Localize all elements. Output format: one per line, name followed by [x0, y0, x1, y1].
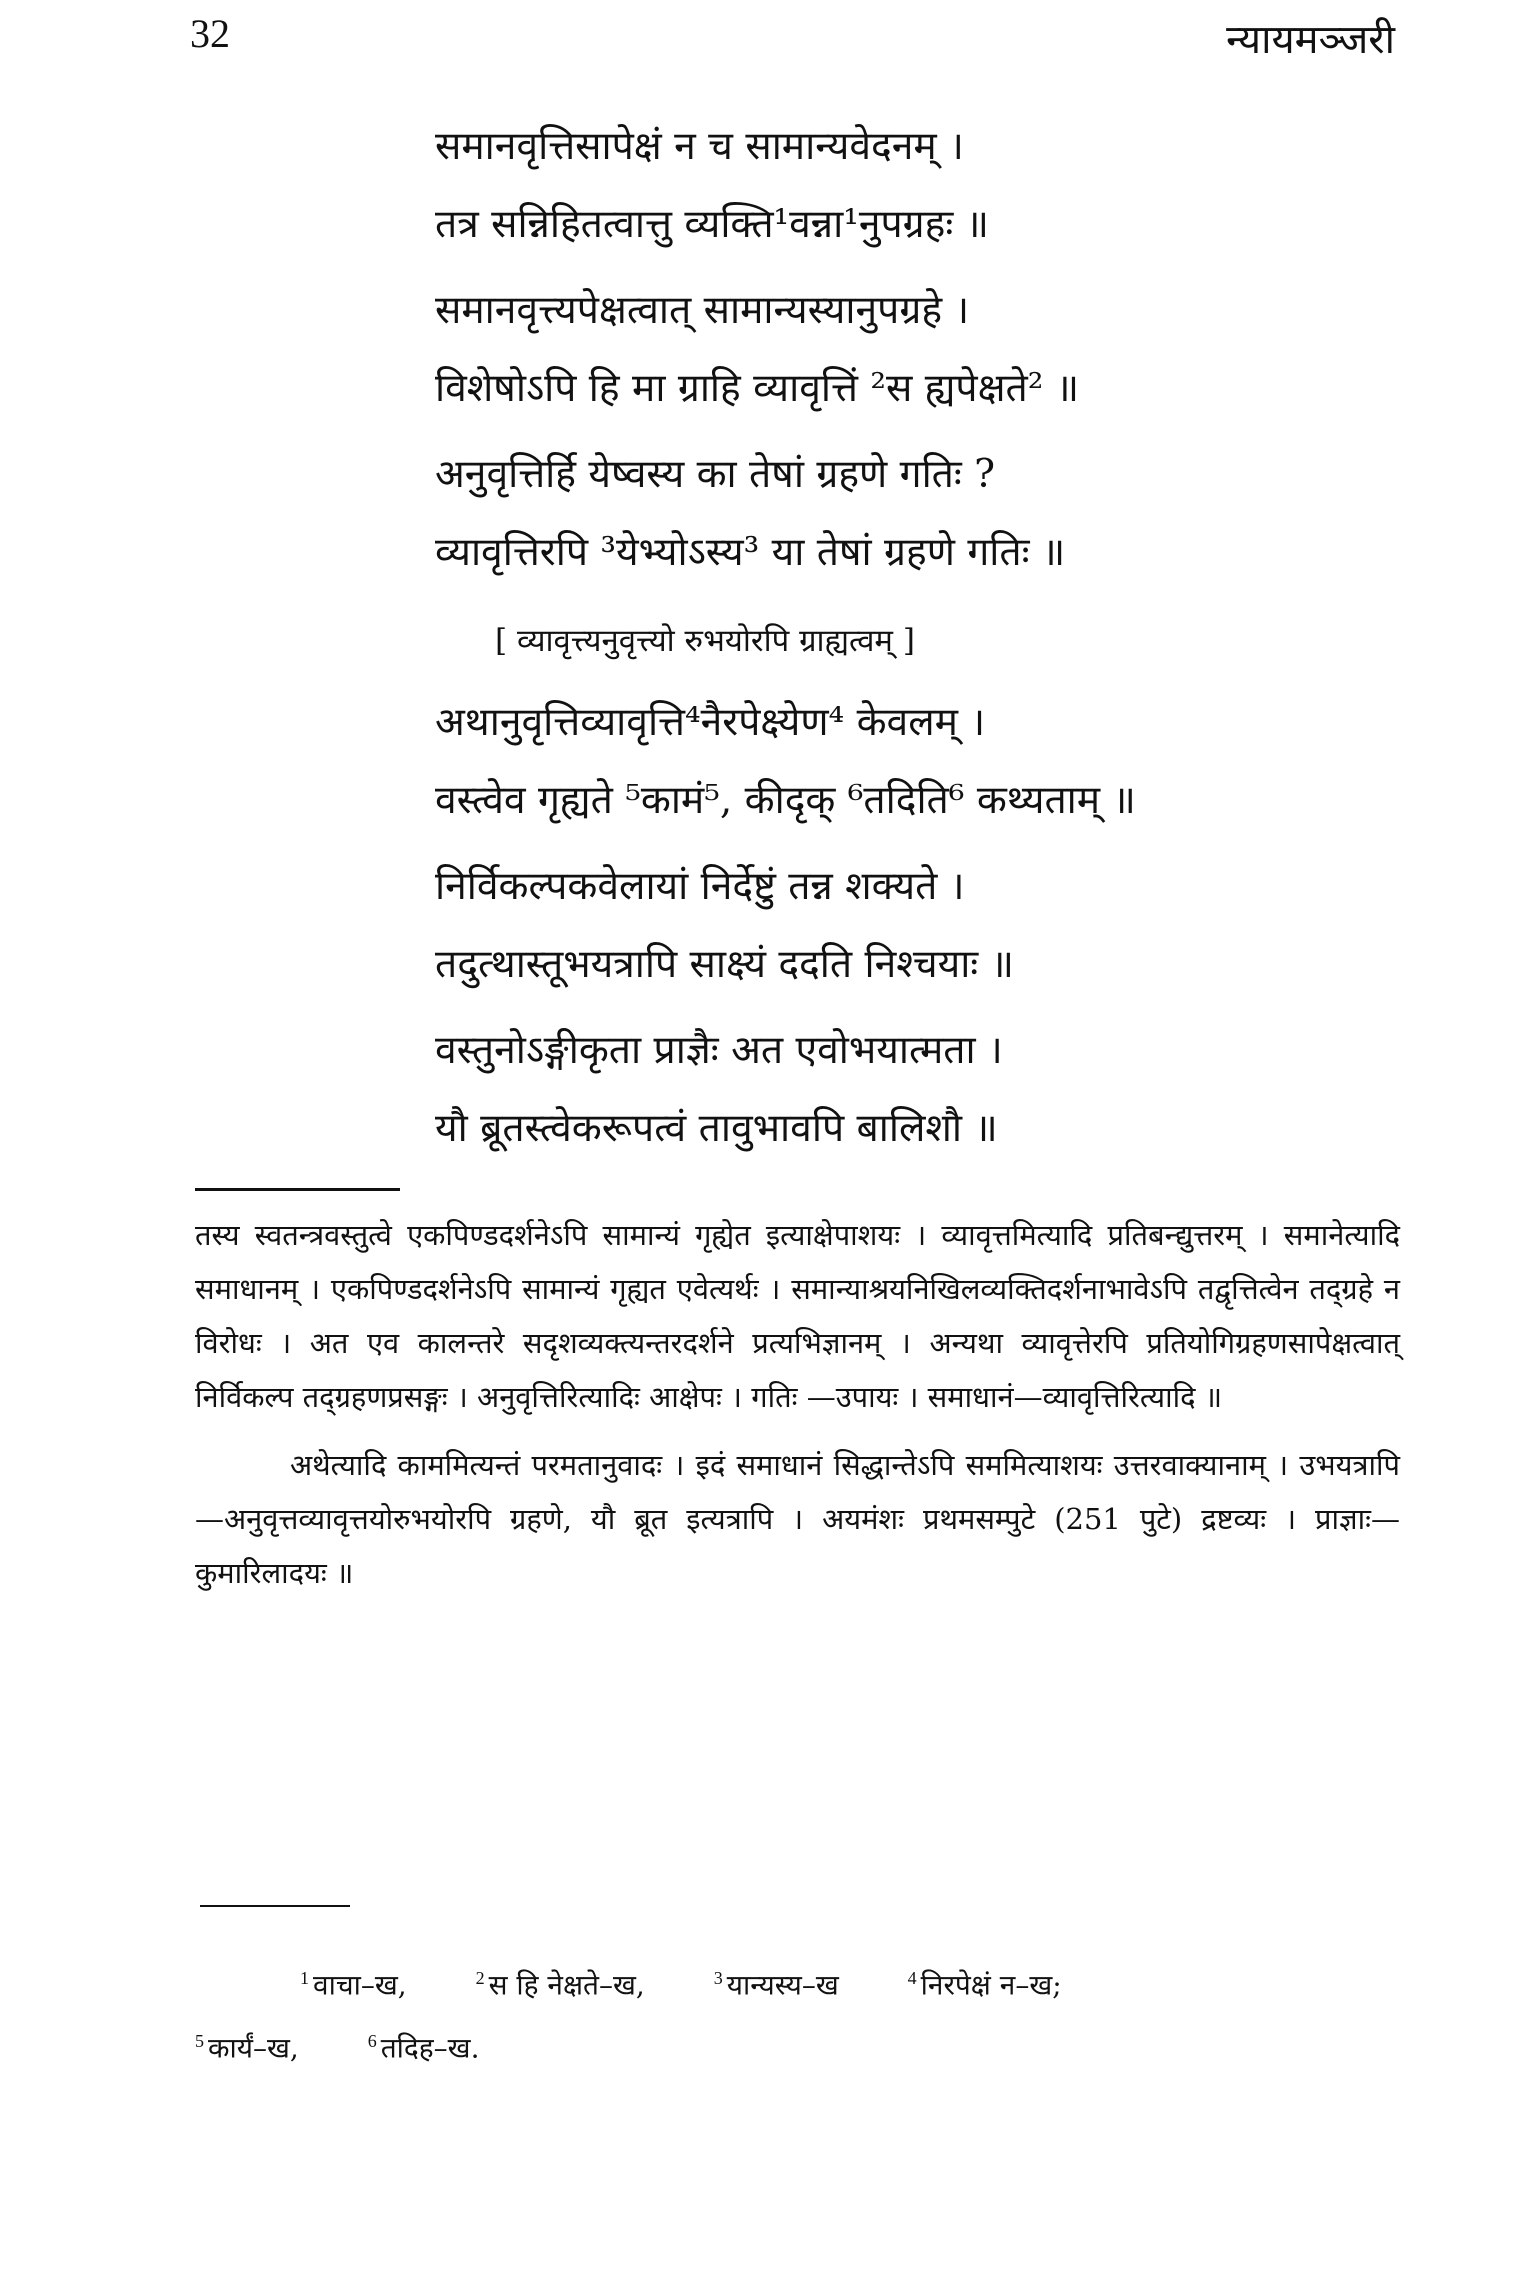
verse-line: व्यावृत्तिरपि ³येभ्योऽस्य³ या तेषां ग्रहणे गतिः ॥ [435, 530, 1066, 575]
section-heading: [ व्यावृत्त्यनुवृत्त्यो रुभयोरपि ग्राह्यत्वम् ] [495, 623, 915, 659]
page-number: 32 [190, 11, 230, 56]
verse-line: तत्र सन्निहितत्वात्तु व्यक्ति¹वन्ना¹नुपग्रहः ॥ [435, 202, 989, 247]
verse-block [435, 108, 1435, 1168]
verse-line: समानवृत्त्यपेक्षत्वात् सामान्यस्यानुपग्रहे । [435, 288, 970, 333]
verse-line: तदुत्थास्तूभयत्रापि साक्ष्यं ददति निश्चयाः ॥ [435, 942, 1014, 987]
verse-line: समानवृत्तिसापेक्षं न च सामान्यवेदनम् । [435, 124, 964, 169]
footnote-row [195, 2013, 1400, 2076]
commentary-paragraph: तस्य स्वतन्त्रवस्तुत्वे एकपिण्डदर्शनेऽपि सामान्यं गृह्येत इत्याक्षेपाशयः । व्यावृत्तमित्यादि प्रतिबन्द्युत्तरम् । समानेत्यादि समाधानम् । एकपिण्डदर्शनेऽपि सामान्यं गृह्यत एवेत्यर्थः । समान्याश्रयनिखिलव्यक्तिदर्शनाभावेऽपि तद्वृत्तित्वेन तद्ग्रहे न विरोधः । अत एव कालन्तरे सदृशव्यक्त्यन्तरदर्शने प्रत्यभिज्ञानम् । अन्यथा व्यावृत्तेरपि प्रतियोगिग्रहणसापेक्षत्वात् निर्विकल्प तद्ग्रहणप्रसङ्गः । अनुवृत्तिरित्यादिः आक्षेपः । गतिः —उपायः । समाधानं—व्यावृत्तिरित्यादि ॥ [195, 1218, 1400, 1414]
verse-line: वस्तुनोऽङ्गीकृता प्राज्ञैः अत एवोभयात्मता । [435, 1028, 1003, 1073]
footnote: $^6$ तदिह–ख. [367, 2031, 480, 2065]
footnote: $^5$ कार्यं–ख, [195, 2031, 299, 2065]
verse-line: वस्त्वेव गृह्यते ⁵कामं⁵, कीदृक् ⁶तदिति⁶ कथ्यताम् ॥ [435, 778, 1136, 823]
footnote-divider [200, 1905, 350, 1907]
footnote: $^2$ स हि नेक्षते–ख, [475, 1968, 645, 2002]
footnote: $^1$ वाचा–ख, [300, 1968, 407, 2002]
running-header: न्यायमञ्जरी [1226, 17, 1395, 63]
verse-line: निर्विकल्पकवेलायां निर्देष्टुं तन्न शक्यते । [435, 864, 965, 909]
commentary-paragraph: अथेत्यादि काममित्यन्तं परमतानुवादः । इदं समाधानं सिद्धान्तेऽपि सममित्याशयः उत्तरवाक्यानाम् । उभयत्रापि—अनुवृत्तव्यावृत्तयोरुभयोरपि ग्रहणे, यौ ब्रूत इत्यत्रापि । अयमंशः प्रथमसम्पुटे (251 पुटे) द्रष्टव्यः । प्राज्ञाः—कुमारिलादयः ॥ [195, 1448, 1400, 1590]
footnote-row [195, 1950, 1400, 2013]
footnotes [195, 1950, 1400, 2077]
footnote: $^4$ निरपेक्षं न–ख; [907, 1968, 1062, 2002]
verse-line: अनुवृत्तिर्हि येष्वस्य का तेषां ग्रहणे गतिः ? [435, 452, 996, 497]
verse-line: विशेषोऽपि हि मा ग्राहि व्यावृत्तिं ²स ह्यपेक्षते² ॥ [435, 366, 1080, 411]
verse-line: यौ ब्रूतस्त्वेकरूपत्वं तावुभावपि बालिशौ ॥ [435, 1106, 998, 1151]
verse-line: अथानुवृत्तिव्यावृत्ति⁴नैरपेक्ष्येण⁴ केवलम् । [435, 700, 986, 745]
footnote: $^3$ यान्यस्य–ख [713, 1968, 839, 2002]
commentary [195, 1208, 1400, 1600]
commentary-divider [195, 1188, 400, 1191]
